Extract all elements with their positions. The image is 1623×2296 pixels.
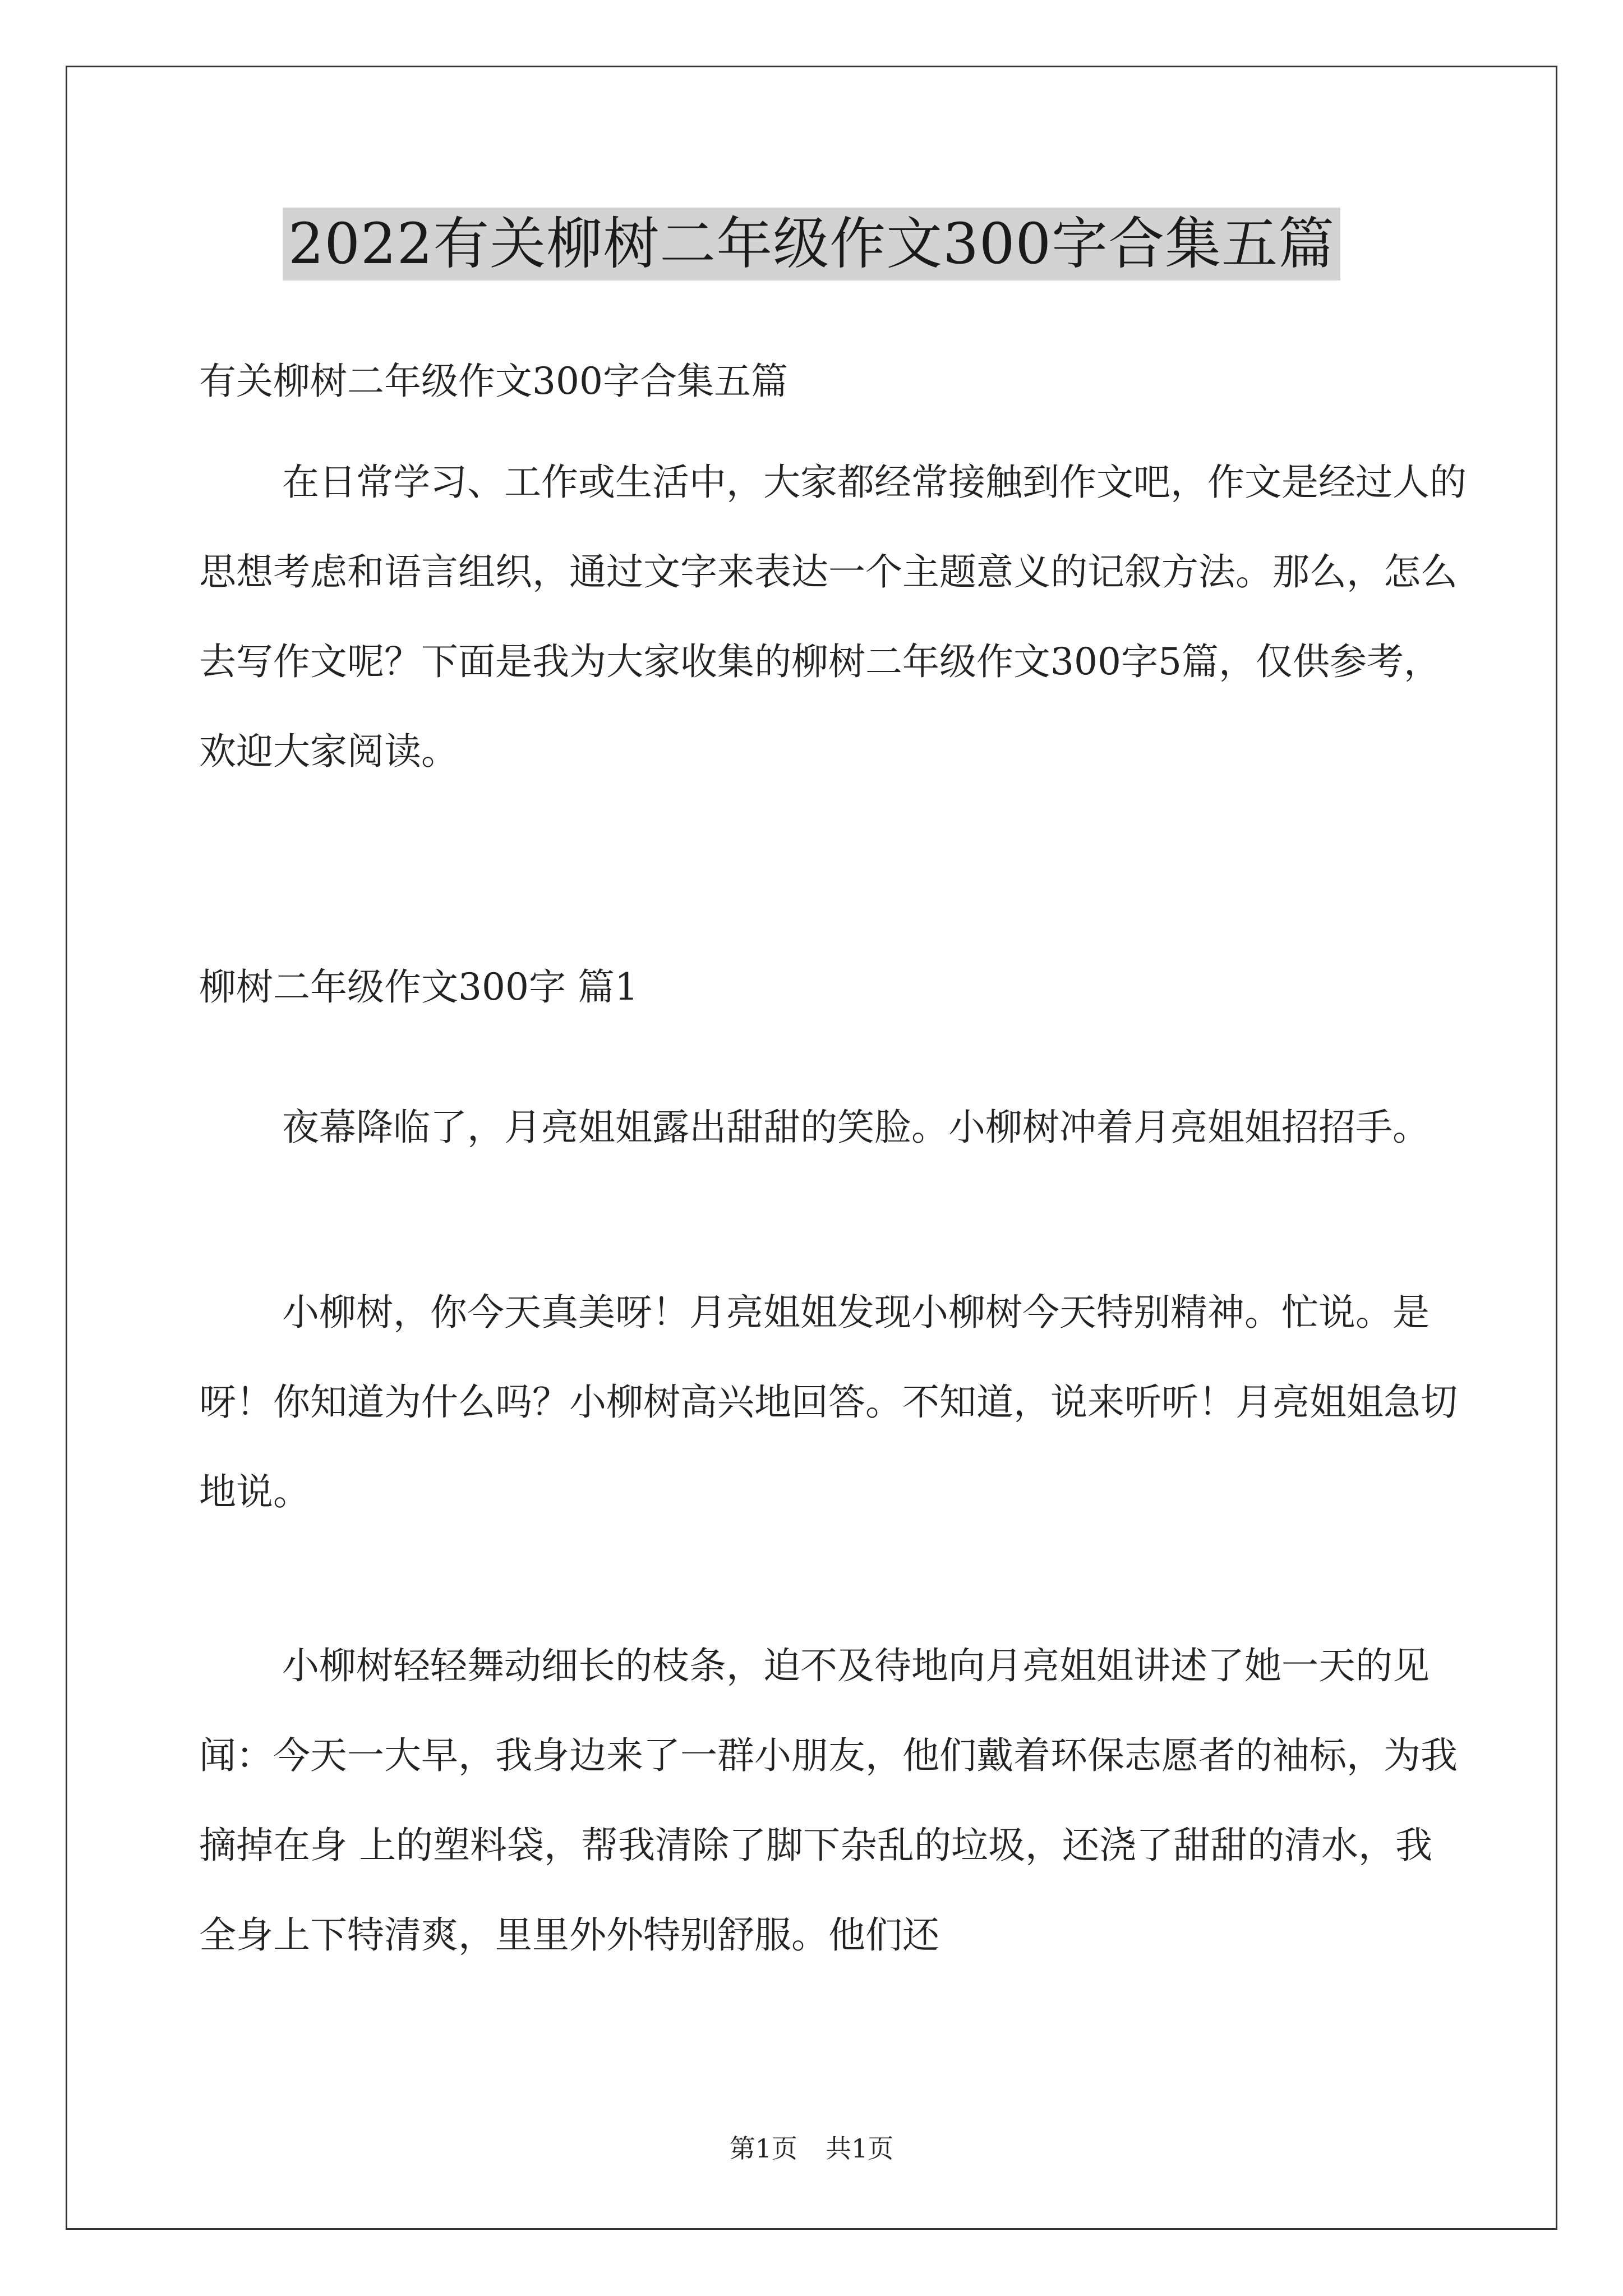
title-container bbox=[0, 208, 1623, 280]
essay-paragraph-2: 小柳树，你今天真美呀！月亮姐姐发现小柳树今天特别精神。忙说。是呀！你知道为什么吗？小柳树高兴地回答。不知道，说来听听！月亮姐姐急切地说。 bbox=[199, 1291, 1458, 1513]
page-number: 第1页 bbox=[729, 2133, 797, 2164]
page-footer bbox=[0, 2132, 1623, 2165]
section-heading: 柳树二年级作文300字 篇1 bbox=[199, 965, 638, 1009]
document-title: 2022有关柳树二年级作文300字合集五篇 bbox=[283, 208, 1340, 280]
essay-paragraph-1: 夜幕降临了，月亮姐姐露出甜甜的笑脸。小柳树冲着月亮姐姐招招手。 bbox=[282, 1106, 1430, 1149]
intro-paragraph: 在日常学习、工作或生活中，大家都经常接触到作文吧，作文是经过人的思想考虑和语言组织，通过文字来表达一个主题意义的记叙方法。那么，怎么去写作文呢？下面是我为大家收集的柳树二年级作文300字5篇，仅供参考，欢迎大家阅读。 bbox=[199, 461, 1467, 773]
essay-paragraph-3: 小柳树轻轻舞动细长的枝条，迫不及待地向月亮姐姐讲述了她一天的见闻：今天一大早，我身边来了一群小朋友，他们戴着环保志愿者的袖标，为我摘掉在身 上的塑料袋，帮我清除了脚下杂乱的垃圾，还浇了甜甜的清水，我全身上下特清爽，里里外外特别舒服。他们还 bbox=[199, 1644, 1458, 1957]
page-total: 共1页 bbox=[826, 2133, 894, 2164]
document-subtitle: 有关柳树二年级作文300字合集五篇 bbox=[199, 360, 788, 403]
